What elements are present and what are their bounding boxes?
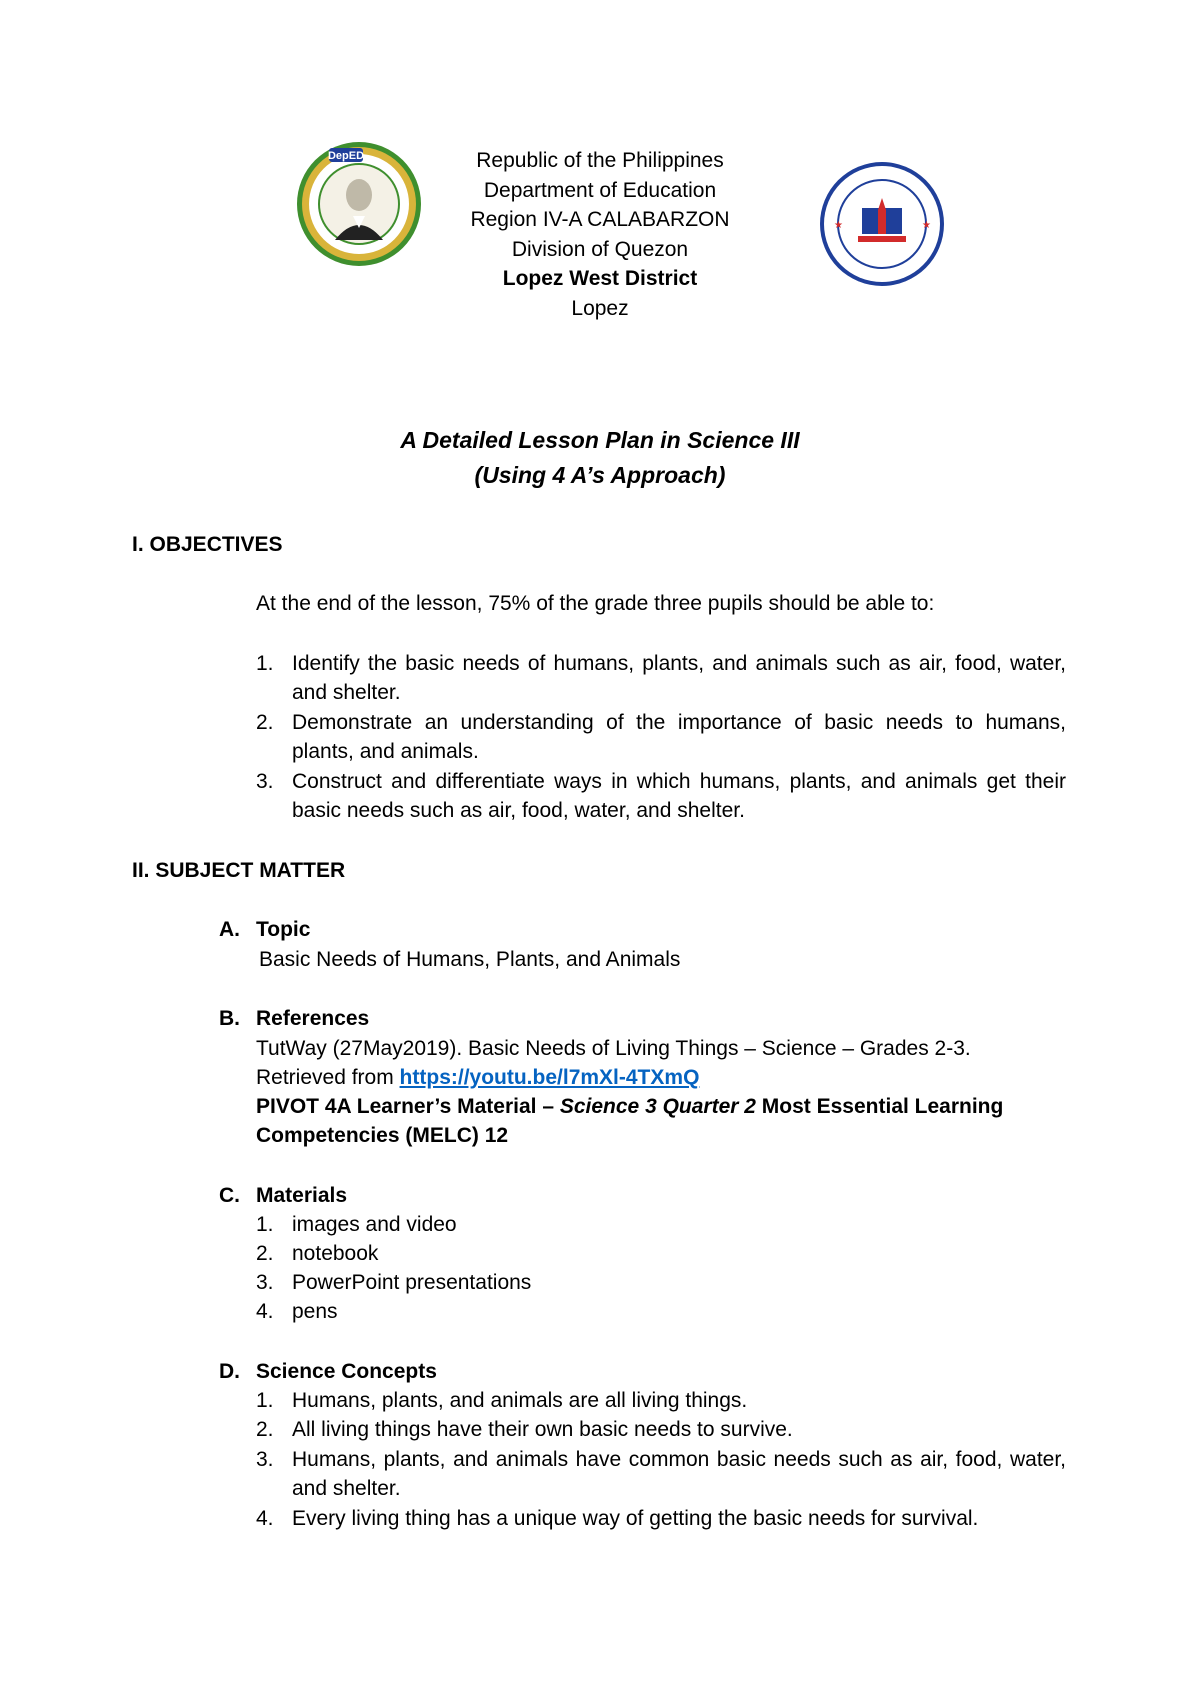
header-region: Region IV-A CALABARZON (470, 208, 730, 231)
svg-text:★: ★ (922, 220, 931, 231)
concept-number: 4. (256, 1507, 274, 1530)
concept-item: Humans, plants, and animals have common basic needs such as air, food, water, and shelter. (292, 1448, 1066, 1500)
youtube-reference-link[interactable]: https://youtu.be/l7mXl-4TXmQ (399, 1066, 700, 1089)
header-department: Department of Education (483, 178, 717, 202)
pivot-subject: Science 3 Quarter 2 (559, 1095, 756, 1118)
concept-item: Humans, plants, and animals are all living things. (292, 1389, 748, 1412)
concept-number: 3. (256, 1448, 274, 1471)
retrieved-from-label: Retrieved from (256, 1066, 400, 1089)
concept-item: Every living thing has a unique way of getting the basic needs for survival. (292, 1507, 979, 1530)
reference-pivot-line (256, 1092, 1003, 1121)
material-item: notebook (292, 1242, 379, 1265)
objective-item: Identify the basic needs of humans, plants, and animals such as air, food, water, and shelter. (292, 652, 1066, 704)
material-item: PowerPoint presentations (292, 1271, 532, 1294)
lopez-west-district-seal-logo (818, 160, 946, 288)
pivot-title: PIVOT 4A Learner’s Material – (256, 1095, 560, 1118)
material-item: images and video (292, 1213, 457, 1236)
objective-number: 3. (256, 770, 274, 793)
concept-number: 2. (256, 1418, 274, 1441)
lesson-plan-title (300, 423, 900, 493)
reference-tutway: TutWay (27May2019). Basic Needs of Living Things – Science – Grades 2-3. (256, 1037, 971, 1060)
concept-item: All living things have their own basic needs to survive. (292, 1418, 793, 1441)
header-republic: Republic of the Philippines (476, 149, 724, 172)
material-number: 2. (256, 1242, 274, 1265)
concepts-label: Science Concepts (256, 1360, 437, 1383)
svg-text:★: ★ (834, 220, 843, 231)
header-town: Lopez (571, 296, 629, 320)
materials-letter: C. (219, 1184, 240, 1207)
reference-retrieved-line (256, 1063, 699, 1092)
header-division: Division of Quezon (511, 237, 689, 261)
topic-text: Basic Needs of Humans, Plants, and Animals (259, 948, 681, 971)
subject-matter-heading: II. SUBJECT MATTER (132, 859, 346, 882)
objective-item: Construct and differentiate ways in which humans, plants, and animals get their basic needs such as air, food, water, and shelter. (292, 770, 1066, 822)
header-institution-block (400, 146, 800, 323)
objectives-heading: I. OBJECTIVES (132, 533, 283, 556)
objective-number: 1. (256, 652, 274, 675)
title-line-1: A Detailed Lesson Plan in Science III (400, 427, 800, 453)
material-number: 1. (256, 1213, 274, 1236)
material-number: 4. (256, 1300, 274, 1323)
topic-letter: A. (219, 918, 240, 941)
references-letter: B. (219, 1007, 240, 1030)
title-line-2: (Using 4 A’s Approach) (474, 462, 726, 488)
objective-number: 2. (256, 711, 274, 734)
svg-text:DepED: DepED (327, 150, 365, 162)
objectives-intro: At the end of the lesson, 75% of the grade three pupils should be able to: (256, 592, 935, 615)
objective-item: Demonstrate an understanding of the importance of basic needs to humans, plants, and animals. (292, 711, 1066, 763)
header-district: Lopez West District (502, 267, 698, 290)
material-item: pens (292, 1300, 338, 1323)
concept-number: 1. (256, 1389, 274, 1412)
reference-pivot-line-2: Competencies (MELC) 12 (256, 1124, 509, 1147)
topic-label: Topic (256, 918, 311, 941)
material-number: 3. (256, 1271, 274, 1294)
references-label: References (256, 1007, 370, 1030)
materials-label: Materials (256, 1184, 348, 1207)
pivot-melc: Most Essential Learning (755, 1095, 1004, 1118)
concepts-letter: D. (219, 1360, 240, 1383)
